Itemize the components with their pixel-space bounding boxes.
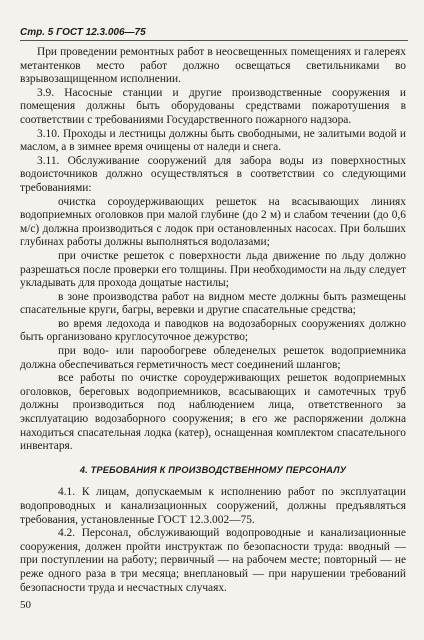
list-item: все работы по очистке сороудерживающих решеток водоприемных оголовков, береговых водоприемников, всасывающих и самотечных труб должны производиться под наблюдением лица, ответственного за эксплуатацию водозаборного сооружения; в его же распоряжении должна находиться спасательная лодка (катер), оснащенная комплектом спасательного инвентаря. (20, 372, 406, 453)
paragraph-3-10: 3.10. Проходы и лестницы должны быть свободными, не залитыми водой и маслом, а в зимнее время очищены от наледи и снега. (20, 127, 406, 154)
list-item: во время ледохода и паводков на водозаборных сооружениях должно быть организовано круглосуточное дежурство; (20, 317, 406, 344)
list-item: в зоне производства работ на видном месте должны быть размещены спасательные круги, багры, веревки и другие спасательные средства; (20, 290, 406, 317)
page-header: Стр. 5 ГОСТ 12.3.006—75 (20, 27, 146, 38)
list-item: очистка сороудерживающих решеток на всасывающих линиях водоприемных оголовков при малой глубине (до 2 м) и слабом течении (до 0,6 м/с) должна производиться с лодок при остановленных насосах. При больших глубинах работы должны выполняться водолазами; (20, 195, 406, 249)
paragraph-4-2: 4.2. Персонал, обслуживающий водопроводные и канализационные сооружения, должен пройти инструктаж по безопасности труда: вводный — при поступлении на работу; первичный — на рабочем месте; повторный — не реже одного раза в три месяца; внеплановый — при нарушении требований безопасности труда и несчастных случаях. (20, 527, 406, 594)
list-item: при водо- или парообогреве обледенелых решеток водоприемника должна обеспечиваться герметичность мест соединений шлангов; (20, 345, 406, 371)
paragraph-3-11: 3.11. Обслуживание сооружений для забора воды из поверхностных водоисточников должно осуществляться в соответствии со следующими требованиями: (20, 154, 406, 194)
section-title: 4. ТРЕБОВАНИЯ К ПРОИЗВОДСТВЕННОМУ ПЕРСОНАЛУ (79, 464, 347, 475)
document-body (20, 46, 406, 595)
page-number: 50 (20, 599, 31, 611)
list-item: при очистке решеток с поверхности льда движение по льду должно разрешаться после проверки его толщины. При необходимости на льду следует укладывать для прохода дощатые настилы; (20, 249, 406, 290)
paragraph-lighting: При проведении ремонтных работ в неосвещенных помещениях и галереях метантенков место работ должно освещаться светильниками во взрывозащищенном исполнении. (20, 46, 406, 86)
paragraph-4-1: 4.1. К лицам, допускаемым к исполнению работ по эксплуатации водопроводных и канализационных сооружений, должны предъявляться требования, установленные ГОСТ 12.3.002—75. (20, 486, 406, 526)
header-rule (20, 40, 408, 41)
paragraph-3-9: 3.9. Насосные станции и другие производственные сооружения и помещения должны быть оборудованы средствами пожаротушения в соответствии с требованиями Государственного пожарного надзора. (20, 86, 406, 126)
